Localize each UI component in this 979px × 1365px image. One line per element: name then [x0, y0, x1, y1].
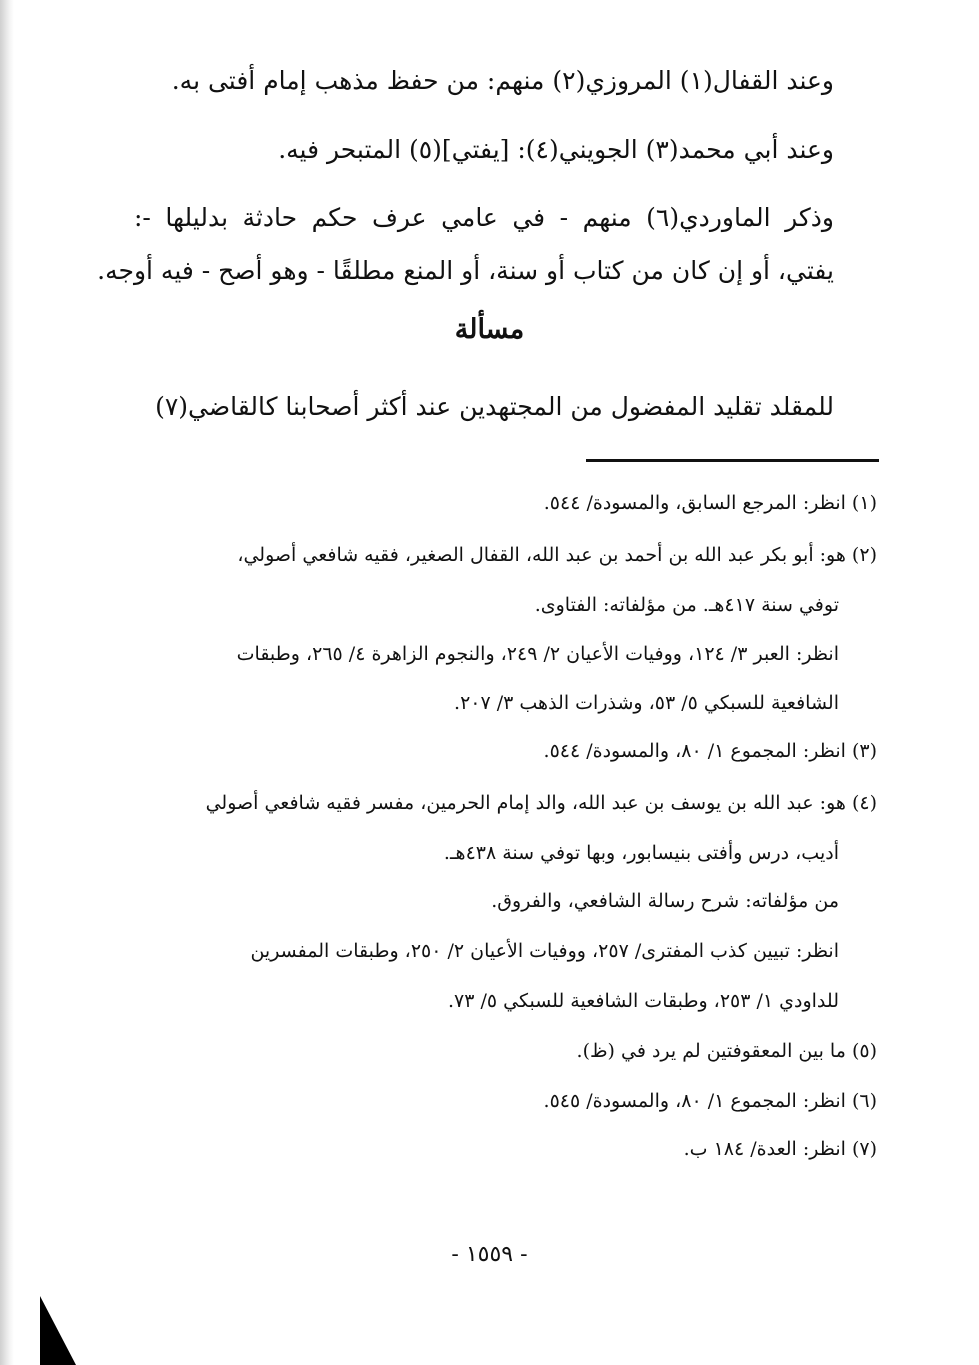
footnote-2-line-1: (٢) هو: أبو بكر عبد الله بن أحمد بن عبد الله، القفال الصغير، فقيه شافعي أصولي،	[237, 544, 877, 566]
footnote-4-line-5: للداودي ١/ ٢٥٣، وطبقات الشافعية للسبكي ٥/ ٧٣.	[447, 990, 839, 1012]
section-heading: مسألة	[454, 314, 525, 345]
main-text-line-2: وعند أبي محمد(٣) الجويني(٤): [يفتي](٥) المتبحر فيه.	[278, 135, 834, 164]
footnote-separator	[586, 459, 879, 462]
main-text-line-1: وعند القفال(١) المروزي(٢) منهم: من حفظ مذهب إمام أفتى به.	[171, 66, 834, 95]
main-text-line-4: يفتي، أو إن كان من كتاب أو سنة، أو المنع مطلقًا - وهو أصح - فيه أوجه.	[97, 256, 834, 285]
footnote-6: (٦) انظر: المجموع ١/ ٨٠، والمسودة/ ٥٤٥.	[543, 1090, 877, 1112]
footnote-4-line-4: انظر: تبيين كذب المفترى/ ٢٥٧، ووفيات الأعيان ٢/ ٢٥٠، وطبقات المفسرين	[250, 940, 839, 962]
footnote-2-line-2: توفي سنة ٤١٧هـ. من مؤلفاته: الفتاوى.	[534, 594, 839, 616]
footnote-2-line-4: الشافعية للسبكي ٥/ ٥٣، وشذرات الذهب ٣/ ٢٠٧.	[454, 692, 839, 714]
footnote-2-line-3: انظر: العبر ٣/ ١٢٤، ووفيات الأعيان ٢/ ٢٤٩، والنجوم الزاهرة ٤/ ٢٦٥، وطبقات	[236, 643, 839, 665]
footnote-5: (٥) ما بين المعقوفتين لم يرد في (ظ).	[576, 1040, 877, 1062]
scan-corner-mark	[40, 1296, 76, 1365]
footnote-7: (٧) انظر: العدة/ ١٨٤ ب.	[683, 1138, 877, 1160]
footnote-1: (١) انظر: المرجع السابق، والمسودة/ ٥٤٤.	[543, 492, 877, 514]
footnote-4-line-1: (٤) هو: عبد الله بن يوسف بن عبد الله، والد إمام الحرمين، مفسر فقيه شافعي أصولي	[205, 792, 877, 814]
main-text-line-5: للمقلد تقليد المفضول من المجتهدين عند أكثر أصحابنا كالقاضي(٧)	[155, 392, 834, 421]
footnote-3: (٣) انظر: المجموع ١/ ٨٠، والمسودة/ ٥٤٤.	[543, 740, 877, 762]
page-number: - ١٥٥٩ -	[451, 1242, 528, 1267]
footnote-4-line-2: أديب، درس وأفتى بنيسابور، وبها توفي سنة ٤٣٨هـ.	[443, 842, 839, 864]
main-text-line-3: وذكر الماوردي(٦) منهم - في عامي عرف حكم حادثة بدليلها -:	[134, 203, 834, 232]
scan-edge-shadow	[0, 0, 14, 1365]
footnote-4-line-3: من مؤلفاته: شرح رسالة الشافعي، والفروق.	[491, 890, 839, 912]
